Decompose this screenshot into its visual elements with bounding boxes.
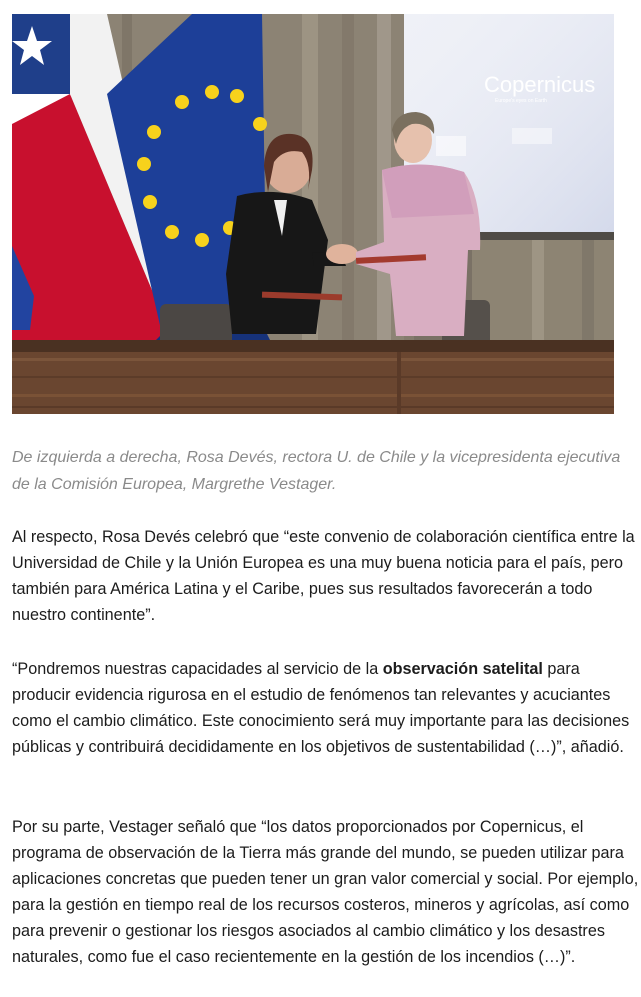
- signing-photo: [12, 14, 614, 414]
- photo-caption: De izquierda a derecha, Rosa Devés, rectora U. de Chile y la vicepresidenta ejecutiva de la Comisión Europea, Margrethe Vestager.: [12, 449, 621, 493]
- article-photo: [12, 14, 614, 414]
- paragraph-1: Al respecto, Rosa Devés celebró que “este convenio de colaboración científica entre la Universidad de Chile y la Unión Europea es una muy buena noticia para el país, pero también para América Latina y el Caribe, pues sus resultados favorecerán a todo nuestro continente”.: [12, 528, 635, 624]
- handshake: [326, 244, 358, 264]
- paragraph-2-lead: “Pondremos nuestras capacidades al servicio de la: [12, 660, 383, 678]
- paragraph-3: Por su parte, Vestager señaló que “los datos proporcionados por Copernicus, el programa de observación de la Tierra más grande del mundo, se pueden utilizar para aplicaciones concretas que pueden tener un gran valor comercial y social. Por ejemplo, para la gestión en tiempo real de los recursos costeros, mineros y agrícolas, así como para prevenir o gestionar los riesgos asociados al cambio climático y los desastres naturales, como fue el caso recientemente en la gestión de los incendios (…)”.: [12, 818, 639, 966]
- signing-table: [12, 340, 614, 414]
- paragraph-2: [12, 656, 640, 760]
- screen-brand: Copernicus: [484, 72, 596, 97]
- screen-tagline: Europe's eyes on Earth: [495, 98, 547, 104]
- paragraph-2-bold: observación satelital: [382, 660, 543, 678]
- chair-left: [160, 304, 232, 346]
- paragraph-2-rest: para producir evidencia rigurosa en el estudio de fenómenos tan relevantes y acuciantes como el cambio climático. Este conocimiento será muy importante para las decisiones públicas y contribuirá decididamente en los objetivos de sustentabilidad (…)”, añadió.: [12, 660, 630, 756]
